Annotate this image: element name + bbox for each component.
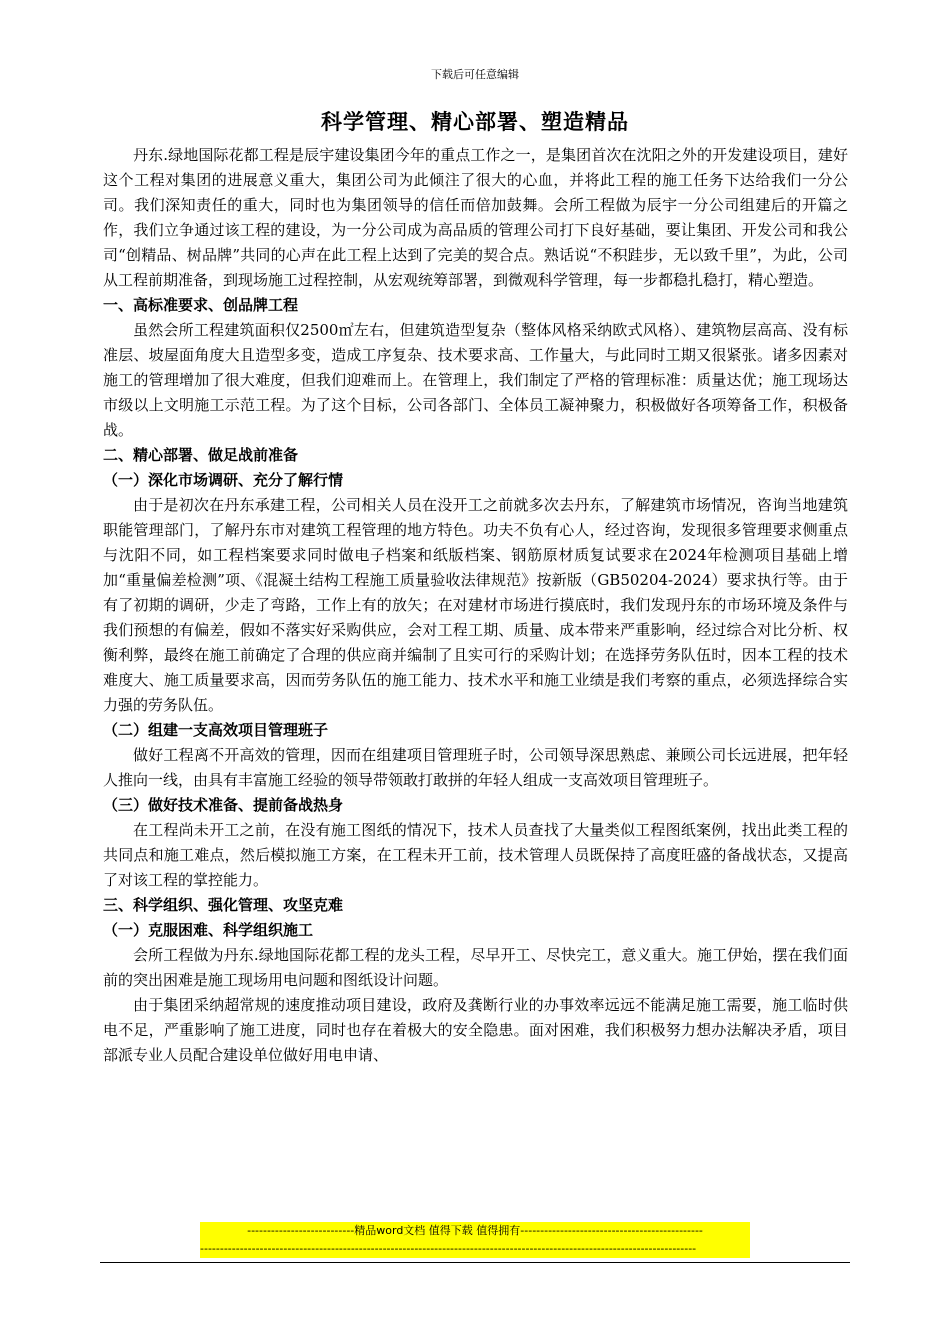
section-2-sub-3-heading: （三）做好技术准备、提前备战热身 [103,796,344,814]
footer-divider [100,1262,850,1263]
footer-banner-line-1: ---------------------------精品word文档 值得下载 值得拥有---------------------------------------------- [247,1224,703,1237]
header-note: 下载后可任意编辑 [431,68,519,81]
section-2-sub-1-paragraph: 由于是初次在丹东承建工程，公司相关人员在没开工之前就多次去丹东，了解建筑市场情况，咨询当地建筑职能管理部门，了解丹东市对建筑工程管理的地方特色。功夫不负有心人，经过咨询，发现很多管理要求侧重点与沈阳不同，如工程档案要求同时做电子档案和纸版档案、钢筋原材质复试要求在2024年检测项目基础上增加“重量偏差检测”项、《混凝土结构工程施工质量验收法律规范》按新版（GB50204-2024）要求执行等。由于有了初期的调研，少走了弯路，工作上有的放矢；在对建材市场进行摸底时，我们发现丹东的市场环境及条件与我们预想的有偏差，假如不落实好采购供应，会对工程工期、质量、成本带来严重影响，经过综合对比分析、权衡利弊，最终在施工前确定了合理的供应商并编制了且实可行的采购计划；在选择劳务队伍时，因本工程的技术难度大、施工质量要求高，因而劳务队伍的施工能力、技术水平和施工业绩是我们考察的重点，必须选择综合实力强的劳务队伍。 [103,496,848,714]
section-2-sub-1-heading: （一）深化市场调研、充分了解行情 [103,471,344,489]
section-2-sub-2-heading: （二）组建一支高效项目管理班子 [103,721,329,739]
section-2-sub-2-paragraph: 做好工程离不开高效的管理，因而在组建项目管理班子时，公司领导深思熟虑、兼顾公司长远进展，把年轻人推向一线，由具有丰富施工经验的领导带领敢打敢拼的年轻人组成一支高效项目管理班子。 [103,746,848,789]
section-2-heading: 二、精心部署、做足战前准备 [103,446,299,464]
section-1-paragraph: 虽然会所工程建筑面积仅2500㎡左右，但建筑造型复杂（整体风格采纳欧式风格）、建筑物层高高、没有标准层、坡屋面角度大且造型多变，造成工序复杂、技术要求高、工作量大，与此同时工期又很紧张。诸多因素对施工的管理增加了很大难度，但我们迎难而上。在管理上，我们制定了严格的管理标准：质量达优；施工现场达市级以上文明施工示范工程。为了这个目标，公司各部门、全体员工凝神聚力，积极做好各项筹备工作，积极备战。 [103,321,848,439]
document-title: 科学管理、精心部署、塑造精品 [321,110,629,134]
section-3-sub-1-paragraph-2: 由于集团采纳超常规的速度推动项目建设，政府及龚断行业的办事效率远远不能满足施工需要，施工临时供电不足，严重影响了施工进度，同时也存在着极大的安全隐患。面对困难，我们积极努力想办法解决矛盾，项目部派专业人员配合建设单位做好用电申请、 [103,996,848,1064]
footer-banner-line-2: ----------------------------------------------------------------------------------------------------------------------------- [200,1242,697,1255]
document-body [103,143,848,1068]
section-1-heading: 一、高标准要求、创品牌工程 [103,296,299,314]
section-3-sub-1-paragraph-1: 会所工程做为丹东.绿地国际花都工程的龙头工程，尽早开工、尽快完工，意义重大。施工伊始，摆在我们面前的突出困难是施工现场用电问题和图纸设计问题。 [103,946,848,989]
section-3-heading: 三、科学组织、强化管理、攻坚克难 [103,896,344,914]
footer-banner [200,1222,750,1258]
intro-paragraph: 丹东.绿地国际花都工程是辰宇建设集团今年的重点工作之一，是集团首次在沈阳之外的开发建设项目，建好这个工程对集团的进展意义重大，集团公司为此倾注了很大的心血，并将此工程的施工任务下达给我们一分公司。我们深知责任的重大，同时也为集团领导的信任而倍加鼓舞。会所工程做为辰宇一分公司组建后的开篇之作，我们立争通过该工程的建设，为一分公司成为高品质的管理公司打下良好基础，要让集团、开发公司和我公司“创精品、树品牌”共同的心声在此工程上达到了完美的契合点。熟话说“不积跬步，无以致千里”，为此，公司从工程前期准备，到现场施工过程控制，从宏观统筹部署，到微观科学管理，每一步都稳扎稳打，精心塑造。 [103,146,848,289]
section-2-sub-3-paragraph: 在工程尚未开工之前，在没有施工图纸的情况下，技术人员查找了大量类似工程图纸案例，找出此类工程的共同点和施工难点，然后模拟施工方案，在工程未开工前，技术管理人员既保持了高度旺盛的备战状态，又提高了对该工程的掌控能力。 [103,821,848,889]
section-3-sub-1-heading: （一）克服困难、科学组织施工 [103,921,314,939]
